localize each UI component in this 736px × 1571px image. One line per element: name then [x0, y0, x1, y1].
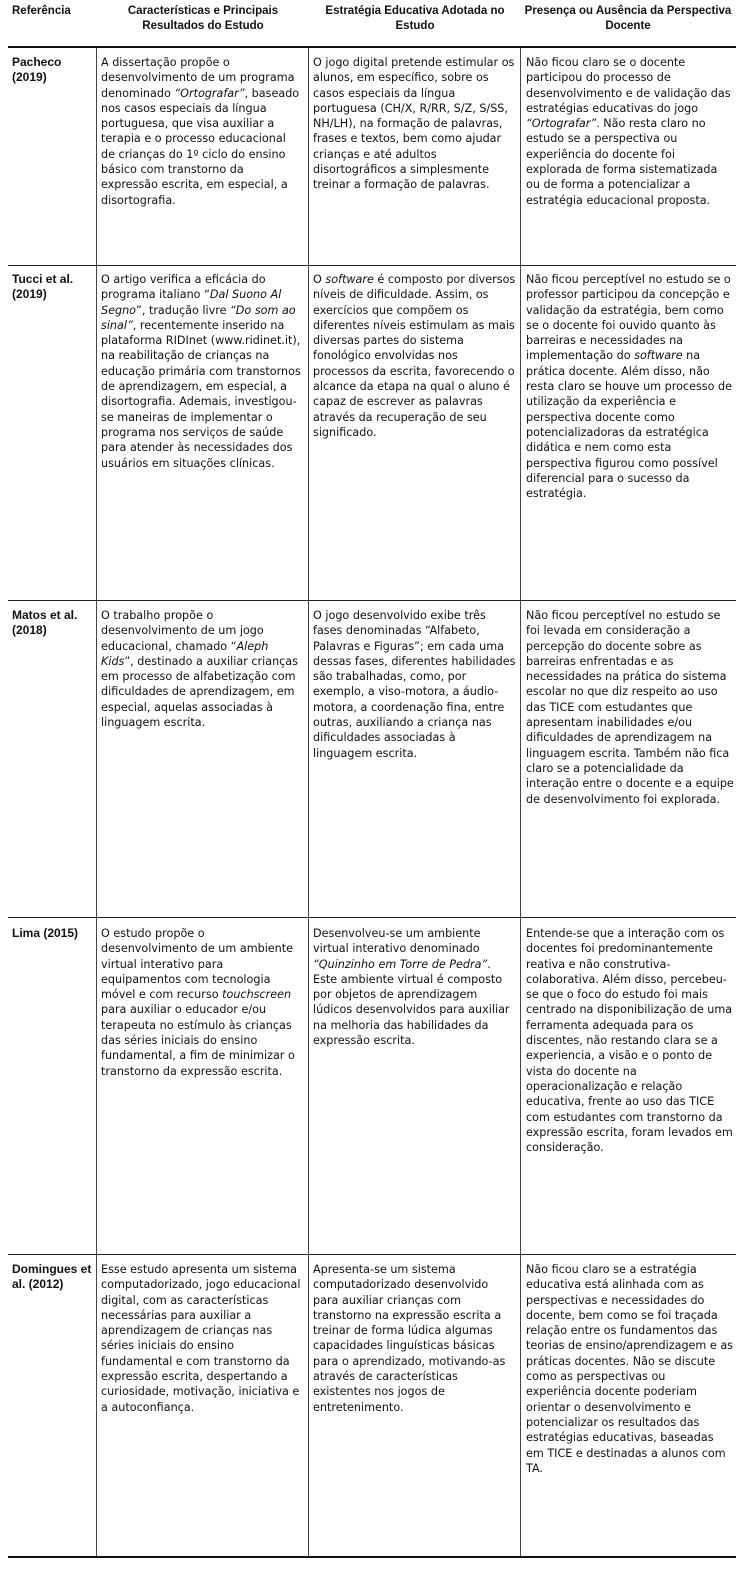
column-divider [520, 48, 521, 1556]
emphasis-text: “Quinzinho em Torre de Pedra” [313, 957, 488, 971]
row-divider [8, 1254, 736, 1255]
header-caracteristicas: Características e Principais Resultados do Estudo [127, 5, 279, 32]
column-divider [308, 48, 309, 1556]
header-estrategia: Estratégia Educativa Adotada no Estudo [325, 5, 505, 32]
row-presenca: Não ficou claro se a estratégia educativa está alinhada com as perspectivas e necessidades do docente, bem como se foi traçada relação entre os fundamentos das teorias de ensino/aprendizagem e as práticas docentes. Não se discute como as perspectivas ou experiência docente poderiam orientar o desenvolvimento e potencializar os resultados das estratégias educativas, baseadas em TICE e destinadas a alunos com TA. [526, 1263, 734, 1475]
row-caracteristicas: O estudo propõe o desenvolvimento de um ambiente virtual interativo para equipamentos com tecnologia móvel e com recurso touchscreen para auxiliar o educador e/ou terapeuta no estímulo às crianças das séries iniciais do ensino fundamental, a fim de minimizar o transtorno da expressão escrita. [101, 927, 295, 1078]
emphasis-text: software [634, 349, 683, 363]
row-presenca: Não ficou perceptível no estudo se o professor participou da concepção e validação da estratégia, bem como se o docente foi ouvido quanto às barreiras e necessidades na implementação do software na prática docente. Além disso, não resta claro se houve um processo de utilização da experiência e perspectiva docente como potencializadoras da estratégica didática e nem como esta perspectiva figurou como possível diferencial para o sucesso da estratégia. [526, 273, 733, 501]
row-estrategia: Desenvolveu-se um ambiente virtual interativo denominado “Quinzinho em Torre de Pedra”. Este ambiente virtual é composto por objetos de aprendizagem lúdicos desenvolvidos para auxiliar na melhoria das habilidades da expressão escrita. [313, 927, 510, 1048]
row-estrategia: O software é composto por diversos níveis de dificuldade. Assim, os exercícios que compõem os diferentes níveis estimulam as mais diversas partes do sistema fonológico envolvidas nos processos da escrita, favorecendo o alcance da etapa na qual o aluno é capaz de escrever as palavras através da recuperação de seu significado. [313, 273, 516, 439]
row-presenca: Não ficou perceptível no estudo se foi levada em consideração a percepção do docente sobre as barreiras enfrentadas e as necessidades na prática do sistema escolar no que diz respeito ao uso das TICE com estudantes que apresentam inabilidades e/ou dificuldades de aprendizagem na linguagem escrita. Também não fica claro se a potencialidade da interação entre o docente e a equipe de desenvolvimento foi explorada. [526, 609, 734, 806]
row-reference: Domingues et al. (2012) [12, 1262, 92, 1291]
row-caracteristicas: O trabalho propõe o desenvolvimento de um jogo educacional, chamado “Aleph Kids”, destinado a auxiliar crianças em processo de alfabetização com dificuldades de aprendizagem, em especial, aquelas associadas à linguagem escrita. [101, 609, 298, 730]
row-presenca: Não ficou claro se o docente participou do processo de desenvolvimento e de validação das estratégias educativas do jogo “Ortografar”. Não resta claro no estudo se a perspectiva ou experiência do docente foi explorada de forma sistematizada ou de forma a potencializar a estratégia educacional proposta. [526, 56, 731, 207]
row-reference: Matos et al. (2018) [12, 608, 78, 637]
header-presenca: Presença ou Ausência da Perspectiva Docente [524, 5, 732, 32]
row-reference: Lima (2015) [12, 926, 79, 940]
emphasis-text: Dal Suono Al Segno [101, 288, 282, 317]
header-divider [8, 46, 736, 48]
emphasis-text: “Do som ao sinal” [101, 303, 296, 332]
row-divider [8, 917, 736, 918]
emphasis-text: “Ortografar” [174, 86, 245, 100]
row-caracteristicas: O artigo verifica a eficácia do programa italiano “Dal Suono Al Segno”, tradução livre “Do som ao sinal”, recentemente inserido na plataforma RIDInet (www.ridinet.it), na reabilitação de crianças na educação primária com transtornos de aprendizagem, em especial, a disortografia. Ademais, investigou-se maneiras de implementar o programa nos serviços de saúde para atender às necessidades dos usuários em situações clínicas. [101, 273, 301, 470]
row-reference: Pacheco (2019) [12, 55, 62, 84]
column-divider [96, 48, 97, 1556]
header-referencia: Referência [12, 5, 71, 17]
emphasis-text: Aleph Kids [101, 639, 269, 668]
row-divider [8, 600, 736, 601]
row-estrategia: O jogo digital pretende estimular os alunos, em específico, sobre os casos especiais da língua portuguesa (CH/X, R/RR, S/Z, S/SS, NH/LH), na formação de palavras, frases e textos, bem como ajudar crianças e até adultos disortográficos a simplesmente treinar a formação de palavras. [313, 56, 515, 192]
row-estrategia: Apresenta-se um sistema computadorizado desenvolvido para auxiliar crianças com transtorno na expressão escrita a treinar de forma lúdica algumas capacidades linguísticas básicas para o aprendizado, motivando-as através de características existentes nos jogos de entretenimento. [313, 1263, 506, 1414]
emphasis-text: touchscreen [222, 988, 292, 1002]
emphasis-text: software [325, 273, 374, 286]
row-reference: Tucci et al. (2019) [12, 272, 74, 301]
row-estrategia: O jogo desenvolvido exibe três fases denominadas “Alfabeto, Palavras e Figuras”; em cada uma dessas fases, diferentes habilidades são trabalhadas, como, por exemplo, a viso-motora, a áudio-motora, a coordenação fina, entre outras, auxiliando a criança nas dificuldades associadas à linguagem escrita. [313, 609, 516, 760]
row-caracteristicas: A dissertação propõe o desenvolvimento de um programa denominado “Ortografar”, baseado nos casos especiais da língua portuguesa, que visa auxiliar a terapia e o processo educacional de crianças do 1º ciclo do ensino básico com transtorno da expressão escrita, em especial, a disortografia. [101, 56, 300, 207]
table-bottom-rule [8, 1556, 736, 1558]
row-divider [8, 265, 736, 266]
emphasis-text: “Ortografar” [526, 117, 597, 131]
row-caracteristicas: Esse estudo apresenta um sistema computadorizado, jogo educacional digital, com as características necessárias para auxiliar a aprendizagem de crianças nas séries iniciais do ensino fundamental e com transtorno da expressão escrita, despertando a curiosidade, motivação, iniciativa e a autoconfiança. [101, 1263, 301, 1414]
row-presenca: Entende-se que a interação com os docentes foi predominantemente reativa e não construtiva-colaborativa. Além disso, percebeu-se que o foco do estudo foi mais centrado na disponibilização de uma ferramenta adequada para os discentes, não restando clara se a experiencia, a visão e o ponto de vista do docente na operacionalização e relação educativa, frente ao uso das TICE com estudantes com transtorno da expressão escrita, foram levados em consideração. [526, 927, 733, 1155]
